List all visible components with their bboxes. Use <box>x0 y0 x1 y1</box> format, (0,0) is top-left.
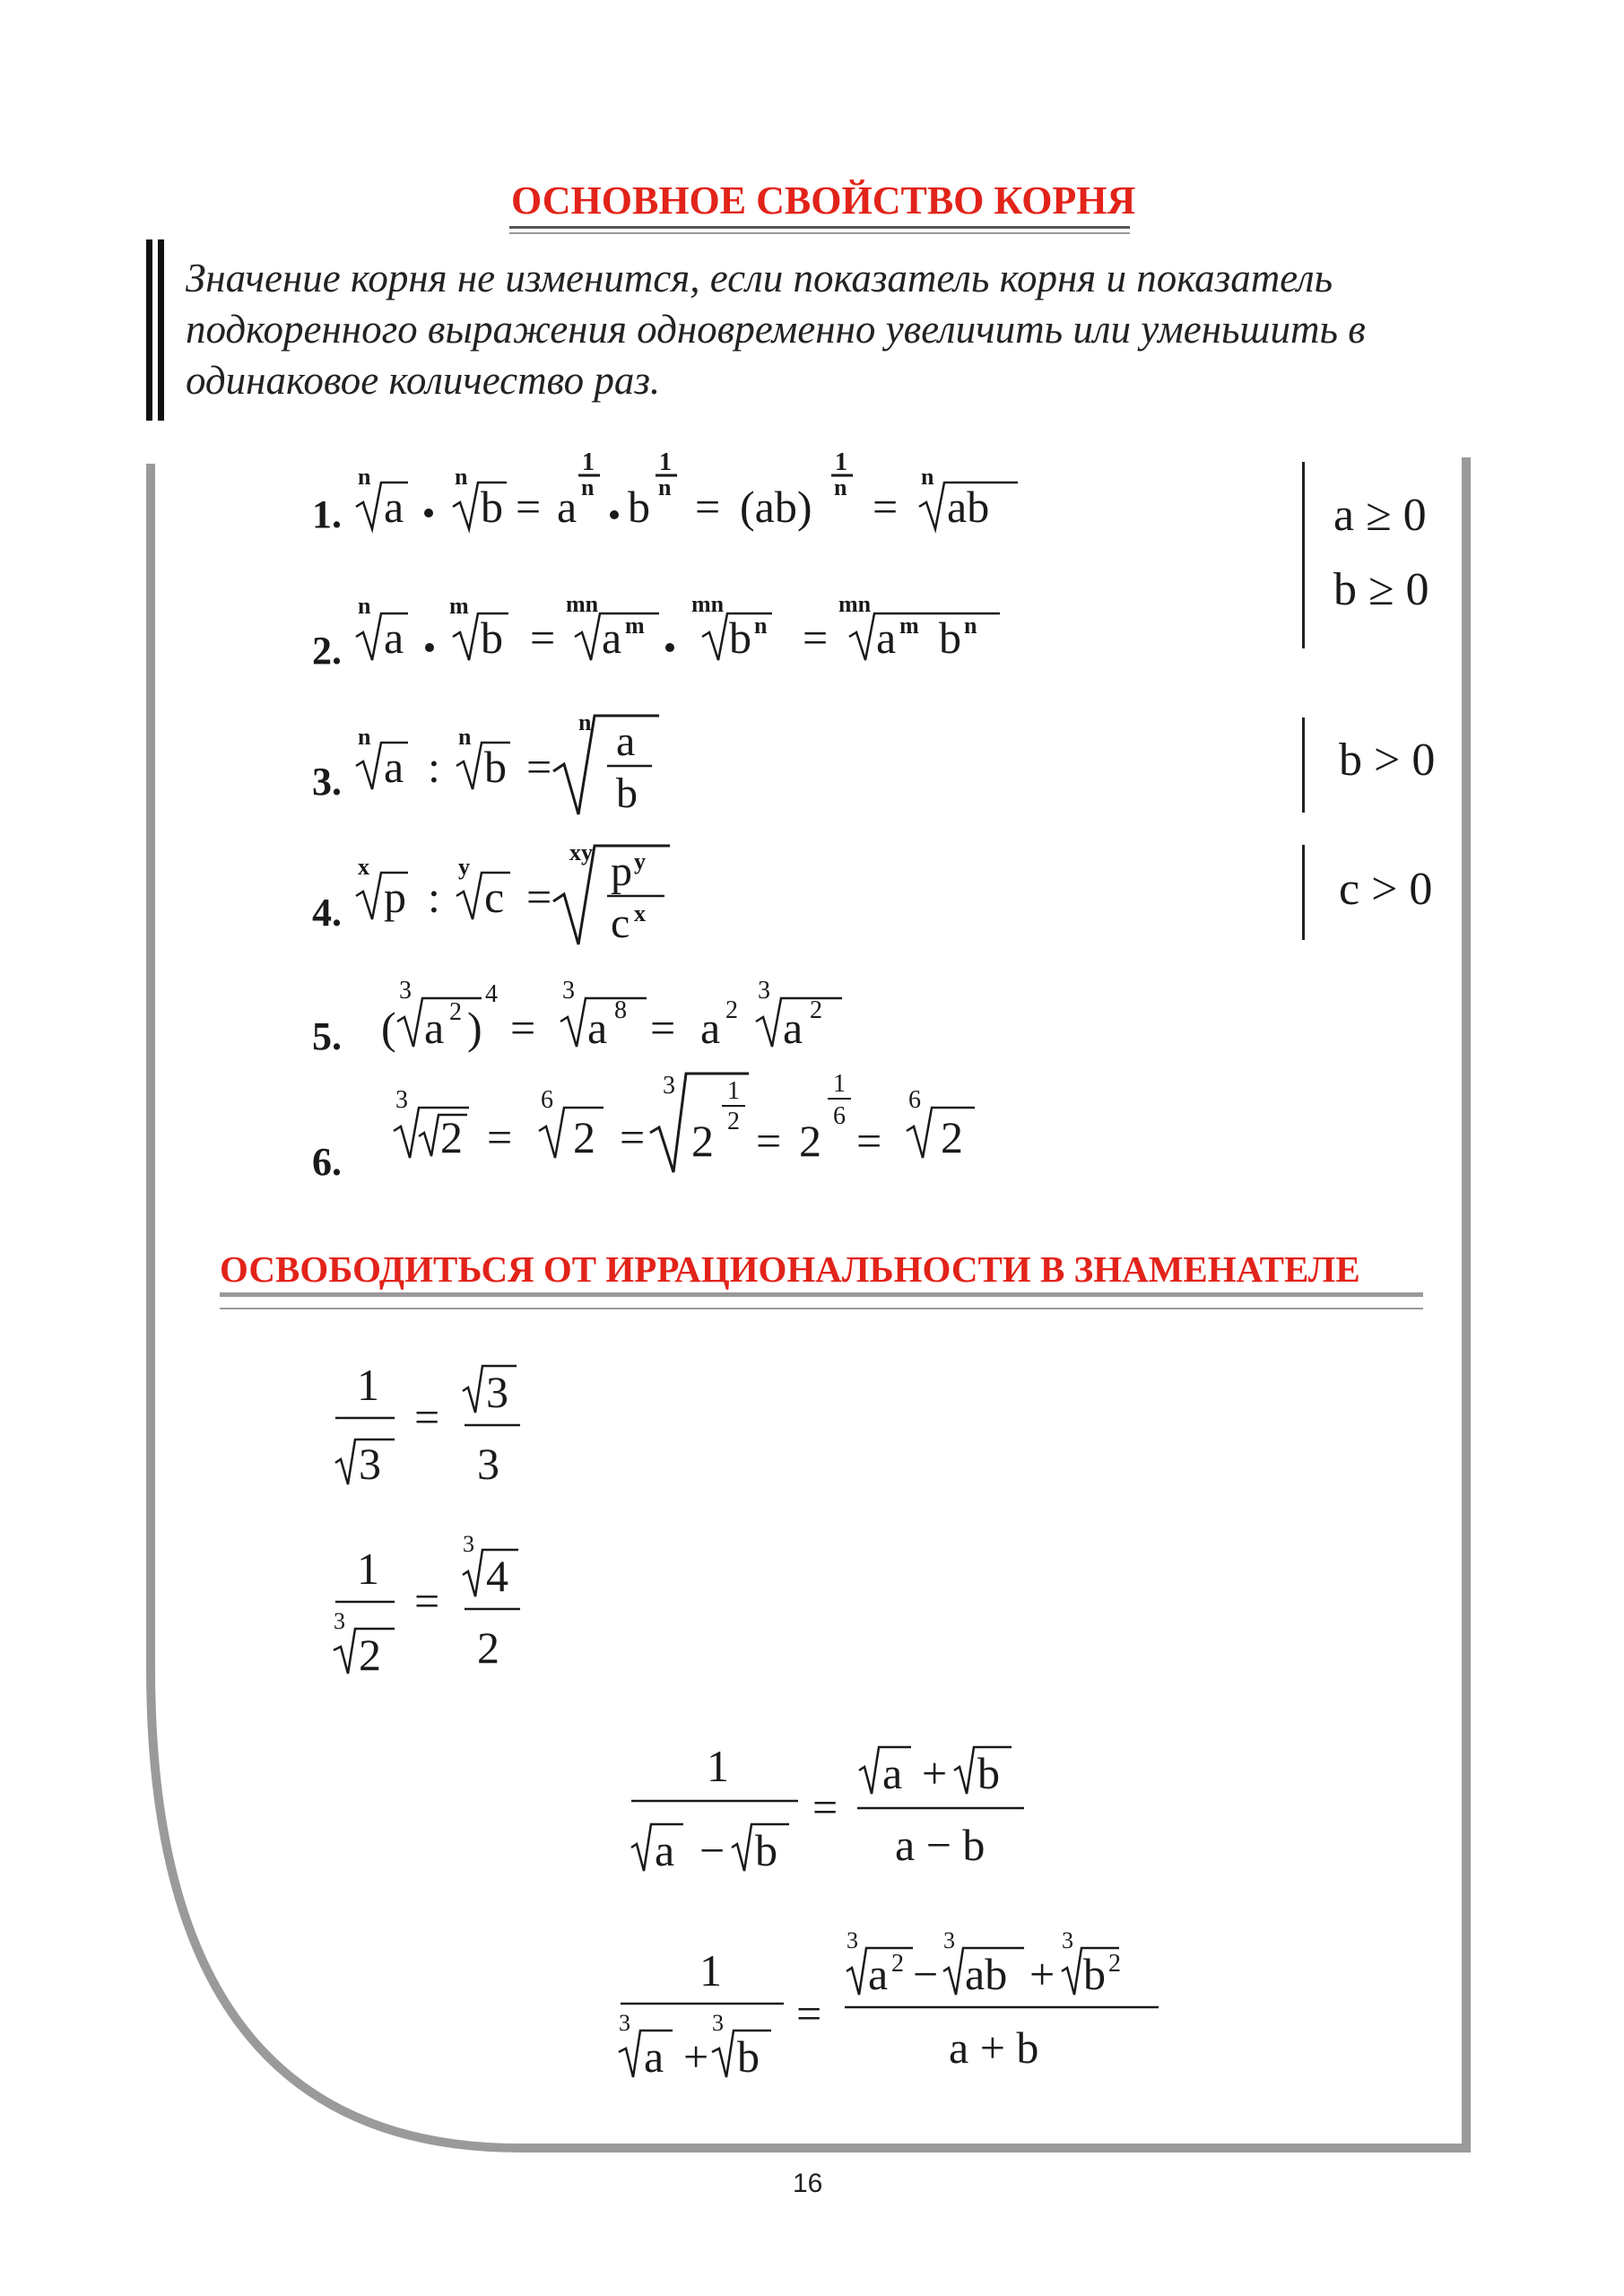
svg-text:n: n <box>358 593 371 619</box>
svg-text:3: 3 <box>334 1608 345 1634</box>
svg-text:b: b <box>939 613 961 663</box>
example-1 <box>332 1350 547 1493</box>
svg-text:mn: mn <box>838 591 872 617</box>
svg-text:c: c <box>484 872 505 922</box>
svg-text:3: 3 <box>477 1439 499 1489</box>
svg-text:3: 3 <box>463 1534 474 1557</box>
svg-text:b: b <box>628 482 650 532</box>
svg-text:=: = <box>812 1782 838 1832</box>
svg-text:b: b <box>616 770 638 817</box>
svg-text:n: n <box>834 474 847 500</box>
svg-text:a − b: a − b <box>895 1820 986 1870</box>
rule-line: одинаковое количество раз. <box>186 358 661 403</box>
svg-text:2: 2 <box>727 1108 740 1135</box>
svg-text:2: 2 <box>799 1116 821 1166</box>
svg-text:=: = <box>510 1003 536 1053</box>
section-title: ОСНОВНОЕ СВОЙСТВО КОРНЯ <box>511 178 1136 222</box>
svg-text:m: m <box>449 593 469 619</box>
svg-text:+: + <box>1029 1949 1055 1999</box>
formula-number: 2. <box>312 629 342 673</box>
svg-text:y: y <box>634 848 646 874</box>
svg-text:3: 3 <box>847 1928 858 1953</box>
svg-text:=: = <box>756 1116 782 1166</box>
svg-text:a + b: a + b <box>949 2022 1039 2073</box>
rule-line: Значение корня не изменится, если показатель корня и показатель <box>186 256 1333 300</box>
svg-text:−: − <box>699 1825 725 1875</box>
svg-text:−: − <box>913 1949 939 1999</box>
svg-text:=: = <box>856 1116 882 1166</box>
svg-text:2: 2 <box>359 1630 381 1680</box>
svg-text:3: 3 <box>619 2010 630 2036</box>
example-3 <box>628 1731 1049 1883</box>
svg-text:a: a <box>700 1003 721 1053</box>
svg-text:n: n <box>455 464 468 490</box>
svg-text:3: 3 <box>712 2010 724 2036</box>
svg-text:3: 3 <box>943 1928 955 1953</box>
svg-text:b: b <box>1083 1949 1106 1999</box>
rule-line: подкоренного выражения одновременно увеличить или уменьшить в <box>186 307 1366 352</box>
svg-text:n: n <box>581 474 595 500</box>
condition-bar <box>1302 845 1305 940</box>
svg-text:2: 2 <box>810 996 822 1024</box>
svg-text:n: n <box>658 474 672 500</box>
svg-text:y: y <box>458 854 470 880</box>
condition: b > 0 <box>1339 735 1436 786</box>
rule-text <box>186 253 1495 406</box>
svg-text:1: 1 <box>357 1544 379 1594</box>
svg-text:a: a <box>587 1003 608 1053</box>
title-underline <box>509 232 1130 234</box>
svg-text:1: 1 <box>707 1741 729 1791</box>
svg-text:=: = <box>650 1003 676 1053</box>
svg-text:+: + <box>922 1748 948 1798</box>
svg-text:): ) <box>467 1003 482 1053</box>
formula-number: 1. <box>312 492 342 536</box>
condition: a ≥ 0 <box>1333 490 1427 541</box>
svg-text:a: a <box>644 2031 664 2082</box>
svg-text:3: 3 <box>758 977 770 1004</box>
formula-6 <box>390 1063 1000 1179</box>
svg-text:b: b <box>484 742 507 792</box>
svg-text:mn: mn <box>566 591 599 617</box>
formula-number: 3. <box>312 760 342 804</box>
svg-text:=: = <box>695 482 721 532</box>
formula-number: 4. <box>312 891 342 935</box>
svg-text:1: 1 <box>582 448 595 476</box>
svg-text:2: 2 <box>691 1116 714 1166</box>
svg-text:3: 3 <box>399 977 412 1004</box>
svg-text:4: 4 <box>486 1551 508 1601</box>
svg-text:2: 2 <box>449 998 462 1026</box>
svg-text:a: a <box>876 613 897 663</box>
svg-text::: : <box>428 872 440 922</box>
svg-text:a: a <box>616 718 636 765</box>
svg-text:ab: ab <box>965 1949 1008 1999</box>
section-title: ОСВОБОДИТЬСЯ ОТ ИРРАЦИОНАЛЬНОСТИ В ЗНАМЕНАТЕЛЕ <box>220 1248 1360 1290</box>
svg-text:a: a <box>655 1825 675 1875</box>
svg-text:xy: xy <box>569 839 593 865</box>
svg-text:(: ( <box>381 1003 396 1053</box>
svg-text:a: a <box>384 613 404 663</box>
page-number: 16 <box>793 2169 823 2198</box>
svg-text:b: b <box>755 1825 777 1875</box>
svg-text:2: 2 <box>440 1112 463 1162</box>
svg-text:n: n <box>921 464 934 490</box>
svg-text:a: a <box>882 1748 903 1798</box>
formula-number: 6. <box>312 1140 342 1184</box>
svg-text:1: 1 <box>727 1077 740 1105</box>
svg-text:b: b <box>481 482 503 532</box>
title-underline <box>509 226 1130 229</box>
formula-4 <box>354 839 695 955</box>
formula-1 <box>354 439 1045 547</box>
svg-text:1: 1 <box>357 1360 379 1410</box>
svg-text::: : <box>428 742 440 792</box>
svg-text:1: 1 <box>659 448 672 476</box>
svg-text:2: 2 <box>891 1950 904 1978</box>
svg-text:=: = <box>526 872 552 922</box>
svg-text:=: = <box>414 1576 440 1626</box>
svg-text:(ab): (ab) <box>740 482 812 532</box>
title-underline <box>220 1292 1423 1297</box>
svg-text:=: = <box>803 613 829 663</box>
svg-text:a: a <box>557 482 578 532</box>
svg-text:2: 2 <box>477 1622 499 1673</box>
svg-text:ab: ab <box>947 482 990 532</box>
svg-text:=: = <box>516 482 542 532</box>
svg-text:=: = <box>620 1112 646 1162</box>
example-2 <box>332 1534 547 1686</box>
svg-text:=: = <box>487 1112 513 1162</box>
svg-text:n: n <box>358 464 371 490</box>
svg-text:8: 8 <box>614 996 627 1024</box>
svg-text:b: b <box>737 2031 760 2082</box>
svg-text:6: 6 <box>833 1102 846 1130</box>
svg-text:=: = <box>530 613 556 663</box>
svg-text:3: 3 <box>359 1439 381 1489</box>
svg-text:a: a <box>602 613 622 663</box>
condition: c > 0 <box>1339 864 1433 915</box>
rule-marker <box>146 239 166 421</box>
svg-text:n: n <box>964 613 977 639</box>
svg-text:2: 2 <box>941 1112 963 1162</box>
svg-text:3: 3 <box>1062 1928 1073 1953</box>
formula-2 <box>354 583 1036 682</box>
svg-text:n: n <box>358 724 371 750</box>
svg-text:a: a <box>868 1949 889 1999</box>
svg-text:2: 2 <box>725 996 738 1024</box>
svg-text:6: 6 <box>541 1086 553 1114</box>
svg-text:=: = <box>796 1988 822 2039</box>
formula-number: 5. <box>312 1014 342 1058</box>
svg-text:3: 3 <box>663 1072 675 1100</box>
svg-text:2: 2 <box>1108 1950 1121 1978</box>
svg-text:3: 3 <box>395 1086 408 1114</box>
example-4 <box>617 1928 1191 2090</box>
svg-text:n: n <box>578 709 592 735</box>
svg-text:1: 1 <box>835 448 847 476</box>
svg-text:a: a <box>384 742 404 792</box>
svg-text:x: x <box>358 854 369 880</box>
condition: b ≥ 0 <box>1333 564 1429 615</box>
svg-text:n: n <box>754 613 768 639</box>
svg-text:m: m <box>625 613 645 639</box>
svg-text:1: 1 <box>699 1945 722 1996</box>
svg-text:mn: mn <box>691 591 725 617</box>
svg-text:b: b <box>977 1748 1000 1798</box>
svg-text:a: a <box>424 1003 445 1053</box>
condition-bar <box>1302 462 1305 648</box>
svg-text:3: 3 <box>486 1367 508 1417</box>
svg-text:=: = <box>414 1392 440 1442</box>
svg-text:4: 4 <box>485 980 498 1008</box>
svg-text:3: 3 <box>562 977 575 1004</box>
svg-text:2: 2 <box>573 1112 595 1162</box>
formula-5 <box>381 971 865 1070</box>
svg-text:p: p <box>611 848 632 895</box>
svg-text:c: c <box>611 900 630 947</box>
svg-text:=: = <box>526 742 552 792</box>
svg-text:1: 1 <box>833 1070 846 1098</box>
svg-text:b: b <box>729 613 751 663</box>
svg-text:6: 6 <box>908 1086 921 1114</box>
svg-text:a: a <box>783 1003 803 1053</box>
svg-text:m: m <box>899 613 919 639</box>
svg-text:+: + <box>683 2031 709 2082</box>
condition-bar <box>1302 718 1305 813</box>
svg-text:a: a <box>384 482 404 532</box>
svg-text:p: p <box>384 872 406 922</box>
title-underline <box>220 1308 1423 1309</box>
svg-text:b: b <box>481 613 503 663</box>
svg-text:n: n <box>458 724 472 750</box>
formula-3 <box>354 709 695 825</box>
svg-text:x: x <box>634 900 646 926</box>
svg-text:=: = <box>873 482 899 532</box>
